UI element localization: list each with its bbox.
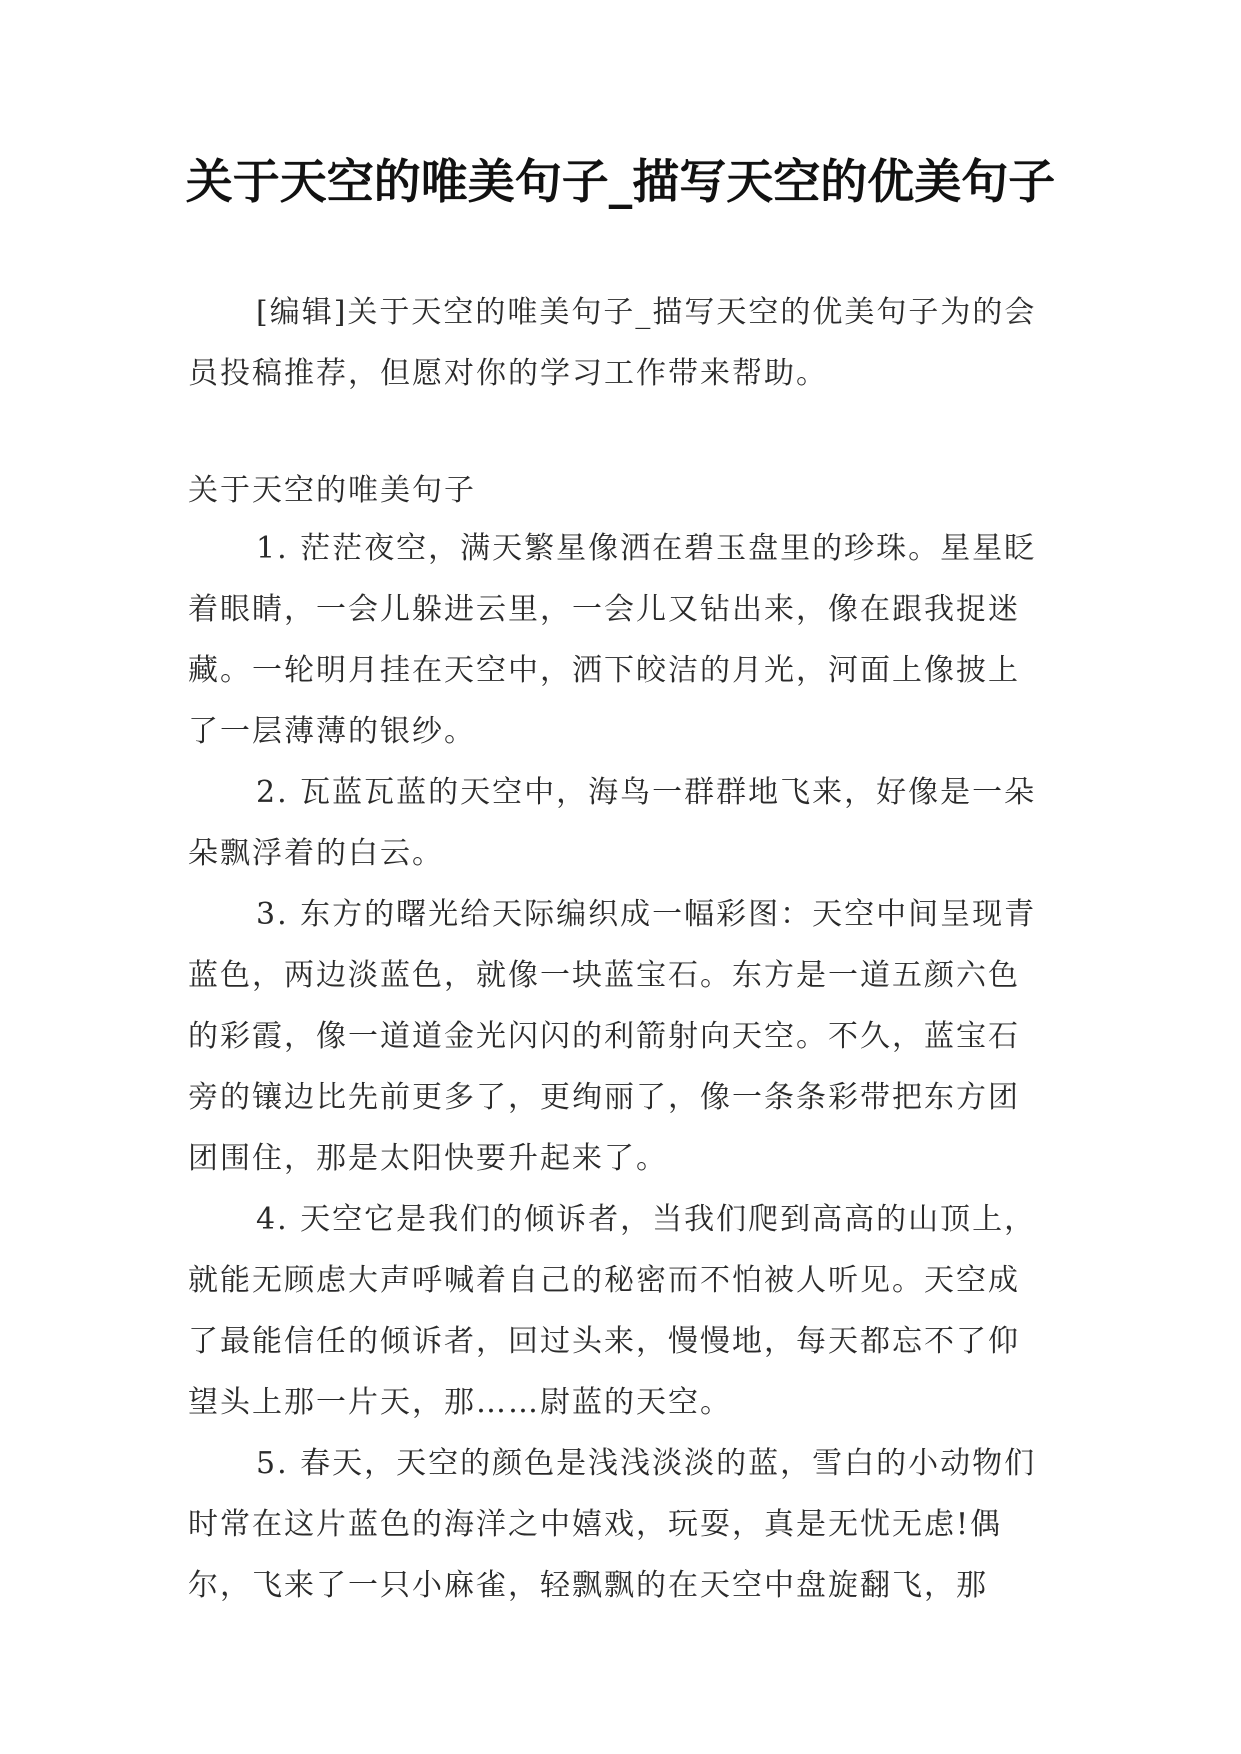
sentence-item-4: 4. 天空它是我们的倾诉者，当我们爬到高高的山顶上，就能无顾虑大声呼喊着自己的秘密而不怕被人听见。天空成了最能信任的倾诉者，回过头来，慢慢地，每天都忘不了仰望头上那一片天，那……尉蓝的天空。 (188, 1202, 1037, 1420)
sentence-item-2: 2. 瓦蓝瓦蓝的天空中，海鸟一群群地飞来，好像是一朵朵飘浮着的白云。 (188, 775, 1037, 871)
section-heading: 关于天空的唯美句子 (188, 473, 476, 508)
document-title: 关于天空的唯美句子_描写天空的优美句子 (185, 155, 1056, 210)
sentence-item-1: 1. 茫茫夜空，满天繁星像洒在碧玉盘里的珍珠。星星眨着眼睛，一会儿躲进云里，一会儿又钻出来，像在跟我捉迷藏。一轮明月挂在天空中，洒下皎洁的月光，河面上像披上了一层薄薄的银纱。 (188, 531, 1037, 749)
sentence-item-3: 3. 东方的曙光给天际编织成一幅彩图：天空中间呈现青蓝色，两边淡蓝色，就像一块蓝宝石。东方是一道五颜六色的彩霞，像一道道金光闪闪的利箭射向天空。不久，蓝宝石旁的镶边比先前更多了，更绚丽了，像一条条彩带把东方团团围住，那是太阳快要升起来了。 (188, 897, 1037, 1176)
sentence-item-5: 5. 春天，天空的颜色是浅浅淡淡的蓝，雪白的小动物们时常在这片蓝色的海洋之中嬉戏，玩耍，真是无忧无虑!偶尔，飞来了一只小麻雀，轻飘飘的在天空中盘旋翻飞，那 (188, 1446, 1037, 1603)
intro-paragraph: [编辑]关于天空的唯美句子_描写天空的优美句子为的会员投稿推荐，但愿对你的学习工作带来帮助。 (188, 295, 1037, 391)
